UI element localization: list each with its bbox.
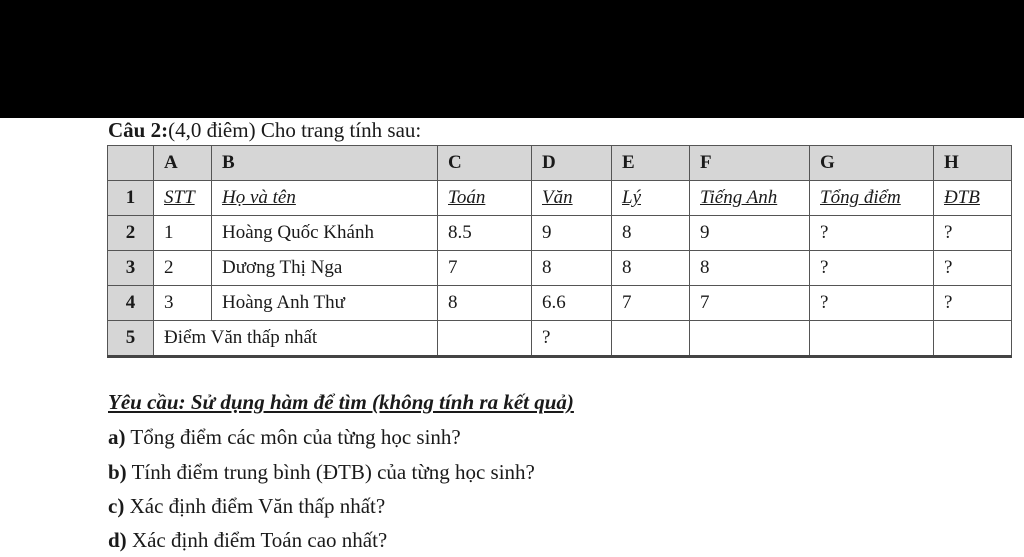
- corner-cell[interactable]: [108, 146, 154, 181]
- cell[interactable]: 7: [612, 286, 690, 321]
- spreadsheet-table: [107, 145, 1012, 358]
- cell[interactable]: [934, 321, 1012, 357]
- cell[interactable]: ?: [934, 216, 1012, 251]
- cell[interactable]: [810, 321, 934, 357]
- cell[interactable]: 8: [532, 251, 612, 286]
- cell[interactable]: Lý: [612, 181, 690, 216]
- cell[interactable]: 7: [690, 286, 810, 321]
- col-header-h[interactable]: H: [934, 146, 1012, 181]
- col-header-d[interactable]: D: [532, 146, 612, 181]
- cell[interactable]: Toán: [438, 181, 532, 216]
- requirement-text: Xác định điểm Toán cao nhất?: [131, 528, 388, 552]
- col-header-f[interactable]: F: [690, 146, 810, 181]
- row-header[interactable]: 4: [108, 286, 154, 321]
- col-header-e[interactable]: E: [612, 146, 690, 181]
- table-row: [108, 181, 1012, 216]
- merged-cell[interactable]: Điểm Văn thấp nhất: [154, 321, 438, 357]
- cell[interactable]: ?: [532, 321, 612, 357]
- cell[interactable]: Họ và tên: [212, 181, 438, 216]
- row-header[interactable]: 1: [108, 181, 154, 216]
- requirement-label: d): [108, 528, 127, 552]
- col-header-c[interactable]: C: [438, 146, 532, 181]
- cell[interactable]: Văn: [532, 181, 612, 216]
- table-row: [108, 286, 1012, 321]
- cell[interactable]: 9: [690, 216, 810, 251]
- cell[interactable]: 8.5: [438, 216, 532, 251]
- requirement-item: [108, 425, 461, 450]
- cell[interactable]: Hoàng Quốc Khánh: [212, 216, 438, 251]
- col-header-g[interactable]: G: [810, 146, 934, 181]
- cell[interactable]: STT: [154, 181, 212, 216]
- question-heading: [108, 118, 421, 142]
- col-header-a[interactable]: A: [154, 146, 212, 181]
- question-label: Câu 2:: [108, 118, 169, 142]
- cell[interactable]: 8: [438, 286, 532, 321]
- cell[interactable]: 2: [154, 251, 212, 286]
- cell[interactable]: Dương Thị Nga: [212, 251, 438, 286]
- table-row: [108, 251, 1012, 286]
- requirement-label: a): [108, 425, 126, 449]
- cell[interactable]: 7: [438, 251, 532, 286]
- requirement-label: b): [108, 460, 127, 484]
- cell[interactable]: 8: [612, 216, 690, 251]
- question-text: (4,0 điêm) Cho trang tính sau:: [168, 118, 422, 142]
- cell[interactable]: 3: [154, 286, 212, 321]
- cell[interactable]: [438, 321, 532, 357]
- column-header-row: [108, 146, 1012, 181]
- requirement-text: Tổng điểm các môn của từng học sinh?: [130, 425, 461, 449]
- requirement-label: c): [108, 494, 125, 518]
- cell[interactable]: 6.6: [532, 286, 612, 321]
- row-header[interactable]: 2: [108, 216, 154, 251]
- cell[interactable]: ĐTB: [934, 181, 1012, 216]
- row-header[interactable]: 3: [108, 251, 154, 286]
- requirement-text: Tính điểm trung bình (ĐTB) của từng học sinh?: [131, 460, 535, 484]
- cell[interactable]: 8: [612, 251, 690, 286]
- cell[interactable]: ?: [810, 251, 934, 286]
- cell[interactable]: Hoàng Anh Thư: [212, 286, 438, 321]
- row-header[interactable]: 5: [108, 321, 154, 357]
- cell[interactable]: ?: [810, 286, 934, 321]
- cell[interactable]: ?: [934, 251, 1012, 286]
- requirement-item: [108, 528, 387, 553]
- requirements-title: Yêu cầu: Sử dụng hàm để tìm (không tính ra kết quả): [108, 390, 574, 414]
- cell[interactable]: 9: [532, 216, 612, 251]
- cell[interactable]: 1: [154, 216, 212, 251]
- cell[interactable]: Tiếng Anh: [690, 181, 810, 216]
- cell[interactable]: ?: [934, 286, 1012, 321]
- cell[interactable]: [612, 321, 690, 357]
- requirement-text: Xác định điểm Văn thấp nhất?: [129, 494, 386, 518]
- col-header-b[interactable]: B: [212, 146, 438, 181]
- requirement-item: [108, 460, 535, 485]
- top-black-bar: [0, 0, 1024, 118]
- cell[interactable]: Tổng điểm: [810, 181, 934, 216]
- cell[interactable]: 8: [690, 251, 810, 286]
- table-row: [108, 321, 1012, 357]
- table-row: [108, 216, 1012, 251]
- cell[interactable]: ?: [810, 216, 934, 251]
- requirement-item: [108, 494, 385, 519]
- cell[interactable]: [690, 321, 810, 357]
